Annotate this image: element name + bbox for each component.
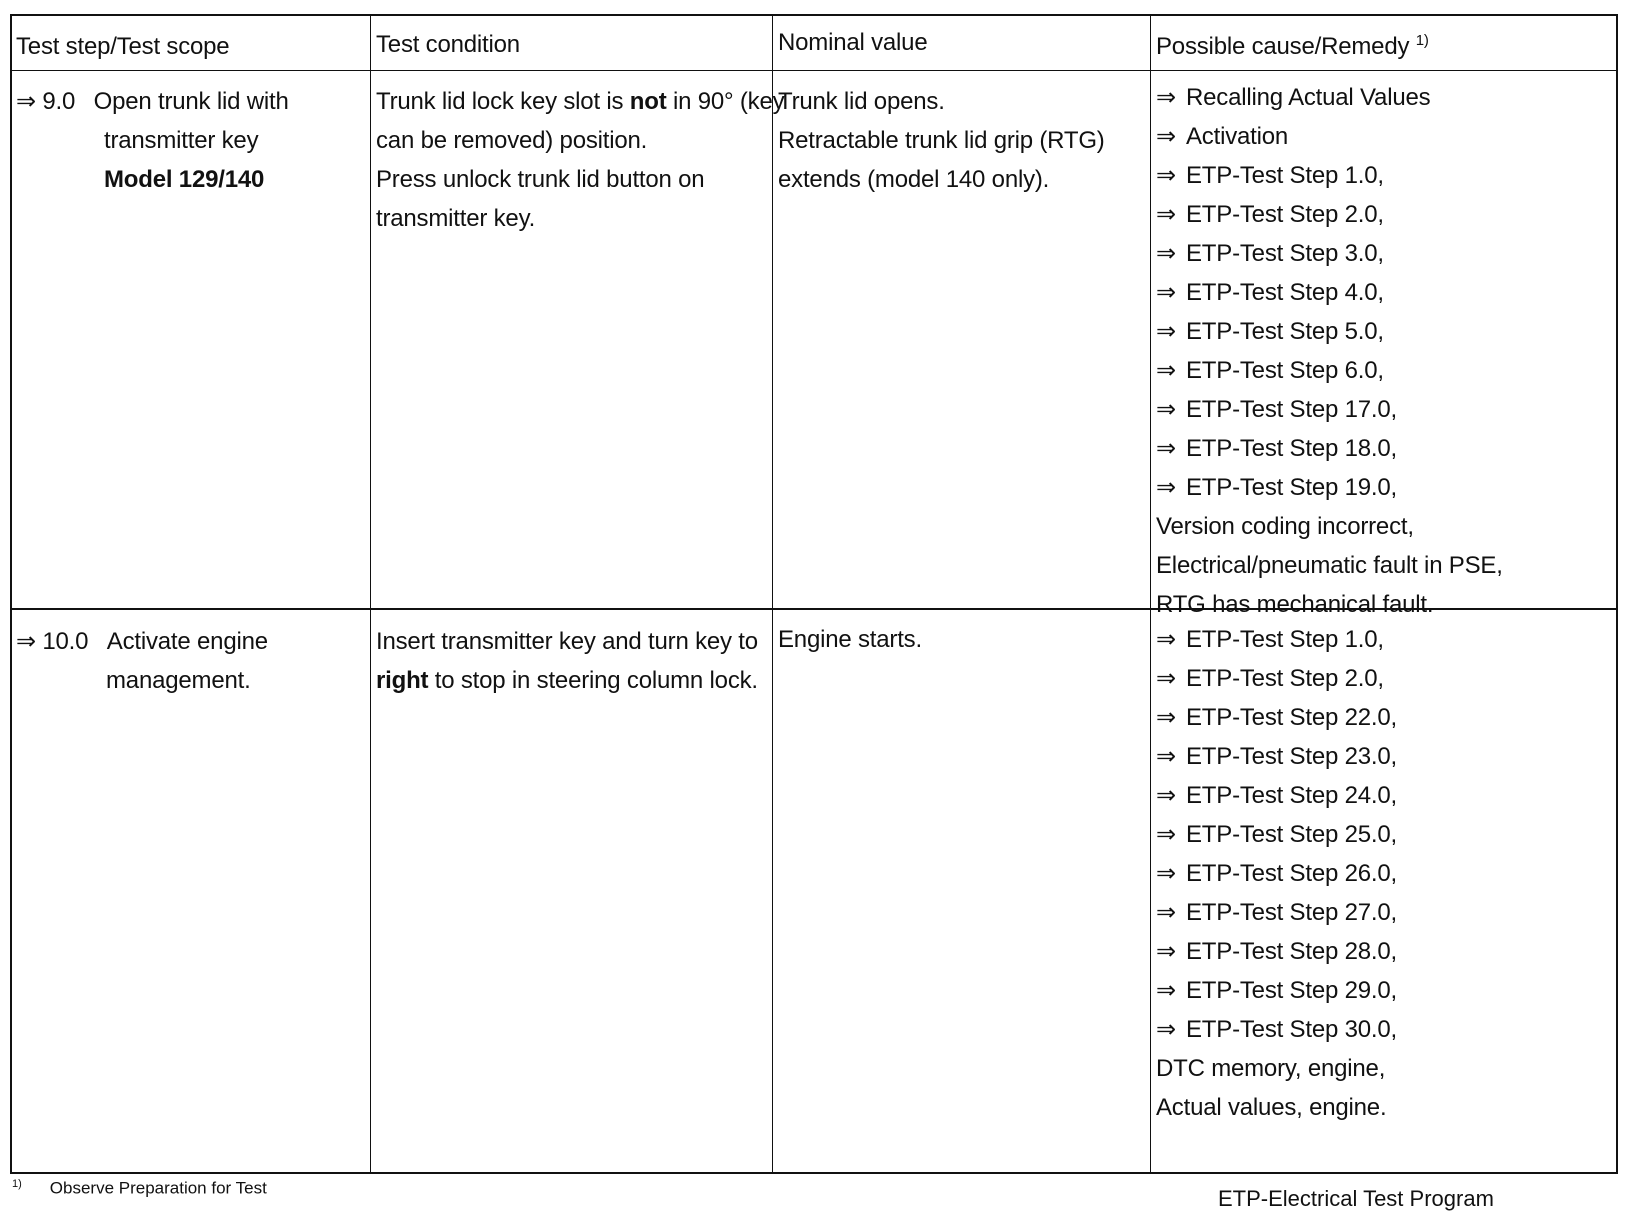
remedy-link[interactable] xyxy=(1156,971,1616,1010)
row-10-remedy xyxy=(1156,620,1616,1127)
condition-text: Trunk lid lock key slot is xyxy=(376,88,630,115)
condition-text: in 90° (key xyxy=(666,88,785,115)
scope-line: Open trunk lid with xyxy=(93,88,289,115)
remedy-link[interactable] xyxy=(1156,429,1616,468)
condition-line xyxy=(376,661,770,700)
link-arrow-icon: ⇒ xyxy=(1156,474,1176,501)
remedy-link-label: ETP-Test Step 1.0, xyxy=(1186,626,1384,653)
nominal-line: Trunk lid opens. xyxy=(778,88,945,115)
link-arrow-icon: ⇒ xyxy=(1156,977,1176,1004)
remedy-text: Version coding incorrect, xyxy=(1156,513,1414,540)
header-nominal-value: Nominal value xyxy=(778,29,928,56)
row-9-nominal xyxy=(778,82,1148,199)
condition-text: transmitter key. xyxy=(376,205,536,232)
link-arrow-icon: ⇒ xyxy=(1156,704,1176,731)
remedy-text: Electrical/pneumatic fault in PSE, xyxy=(1156,552,1503,579)
link-arrow-icon: ⇒ xyxy=(1156,626,1176,653)
link-arrow-icon: ⇒ xyxy=(1156,357,1176,384)
link-arrow-icon: ⇒ xyxy=(1156,318,1176,345)
condition-text: Press unlock trunk lid button on xyxy=(376,166,705,193)
remedy-text: Actual values, engine. xyxy=(1156,1094,1387,1121)
remedy-link[interactable] xyxy=(1156,117,1616,156)
remedy-link[interactable] xyxy=(1156,234,1616,273)
remedy-link[interactable] xyxy=(1156,351,1616,390)
remedy-link[interactable] xyxy=(1156,390,1616,429)
condition-text: can be removed) position. xyxy=(376,127,648,154)
footer-legend: ETP-Electrical Test Program xyxy=(1218,1186,1494,1211)
row-9-scope xyxy=(16,82,366,199)
header-test-condition: Test condition xyxy=(376,31,520,58)
remedy-link-label: ETP-Test Step 29.0, xyxy=(1186,977,1397,1004)
link-arrow-icon: ⇒ xyxy=(1156,123,1176,150)
row-10-condition xyxy=(376,622,770,700)
remedy-link-label: ETP-Test Step 18.0, xyxy=(1186,435,1397,462)
remedy-link-label: ETP-Test Step 4.0, xyxy=(1186,279,1384,306)
footnote-text: Observe Preparation for Test xyxy=(49,1178,267,1198)
condition-text: Insert transmitter key and turn key to xyxy=(376,628,758,655)
link-arrow-icon: ⇒ xyxy=(1156,743,1176,770)
remedy-link[interactable] xyxy=(1156,815,1616,854)
remedy-link[interactable] xyxy=(1156,620,1616,659)
link-arrow-icon: ⇒ xyxy=(16,88,36,115)
link-arrow-icon: ⇒ xyxy=(1156,899,1176,926)
link-arrow-icon: ⇒ xyxy=(1156,201,1176,228)
link-arrow-icon: ⇒ xyxy=(16,628,36,655)
condition-line xyxy=(376,160,770,199)
scope-line: management. xyxy=(106,667,251,694)
remedy-link-label: ETP-Test Step 1.0, xyxy=(1186,162,1384,189)
header-possible-cause xyxy=(1156,26,1429,62)
header-possible-cause-label: Possible cause/Remedy xyxy=(1156,33,1410,60)
remedy-link[interactable] xyxy=(1156,1010,1616,1049)
remedy-link-label: ETP-Test Step 23.0, xyxy=(1186,743,1397,770)
remedy-link[interactable] xyxy=(1156,195,1616,234)
remedy-link[interactable] xyxy=(1156,737,1616,776)
remedy-link-label: ETP-Test Step 28.0, xyxy=(1186,938,1397,965)
nominal-line: extends (model 140 only). xyxy=(778,166,1050,193)
remedy-link[interactable] xyxy=(1156,156,1616,195)
link-arrow-icon: ⇒ xyxy=(1156,396,1176,423)
header-divider xyxy=(12,70,1616,71)
remedy-text: RTG has mechanical fault. xyxy=(1156,591,1434,618)
footnote-reference: 1) xyxy=(1415,32,1429,49)
remedy-link-label: ETP-Test Step 22.0, xyxy=(1186,704,1397,731)
column-divider xyxy=(370,16,371,1172)
remedy-link-label: ETP-Test Step 30.0, xyxy=(1186,1016,1397,1043)
link-arrow-icon: ⇒ xyxy=(1156,435,1176,462)
remedy-text: DTC memory, engine, xyxy=(1156,1055,1386,1082)
link-arrow-icon: ⇒ xyxy=(1156,860,1176,887)
link-arrow-icon: ⇒ xyxy=(1156,782,1176,809)
condition-text: to stop in steering column lock. xyxy=(428,667,758,694)
step-number: 10.0 xyxy=(42,628,89,655)
column-divider xyxy=(772,16,773,1172)
condition-line xyxy=(376,622,770,661)
remedy-link-label: Activation xyxy=(1186,123,1289,150)
remedy-link[interactable] xyxy=(1156,776,1616,815)
link-arrow-icon: ⇒ xyxy=(1156,162,1176,189)
remedy-link-label: ETP-Test Step 19.0, xyxy=(1186,474,1397,501)
row-9-remedy xyxy=(1156,78,1616,624)
link-arrow-icon: ⇒ xyxy=(1156,240,1176,267)
remedy-link-label: ETP-Test Step 2.0, xyxy=(1186,665,1384,692)
remedy-link-label: ETP-Test Step 5.0, xyxy=(1186,318,1384,345)
remedy-link[interactable] xyxy=(1156,312,1616,351)
footnote-marker: 1) xyxy=(12,1178,22,1190)
remedy-link[interactable] xyxy=(1156,273,1616,312)
link-arrow-icon: ⇒ xyxy=(1156,665,1176,692)
nominal-line: Retractable trunk lid grip (RTG) xyxy=(778,127,1105,154)
scope-line: transmitter key xyxy=(104,127,259,154)
remedy-link[interactable] xyxy=(1156,932,1616,971)
remedy-link-label: ETP-Test Step 26.0, xyxy=(1186,860,1397,887)
link-arrow-icon: ⇒ xyxy=(1156,821,1176,848)
remedy-link-label: ETP-Test Step 27.0, xyxy=(1186,899,1397,926)
condition-emphasis: not xyxy=(629,88,667,115)
condition-line xyxy=(376,82,785,121)
remedy-link-label: ETP-Test Step 6.0, xyxy=(1186,357,1384,384)
remedy-link-label: ETP-Test Step 24.0, xyxy=(1186,782,1397,809)
link-arrow-icon: ⇒ xyxy=(1156,1016,1176,1043)
scope-line: Activate engine xyxy=(106,628,268,655)
condition-line xyxy=(376,199,770,238)
remedy-link[interactable] xyxy=(1156,893,1616,932)
row-9-condition xyxy=(376,82,785,238)
link-arrow-icon: ⇒ xyxy=(1156,279,1176,306)
row-10-scope xyxy=(16,622,366,700)
remedy-link-label: ETP-Test Step 17.0, xyxy=(1186,396,1397,423)
remedy-link-label: ETP-Test Step 25.0, xyxy=(1186,821,1397,848)
remedy-link[interactable] xyxy=(1156,468,1616,507)
condition-line xyxy=(376,121,770,160)
remedy-link[interactable] xyxy=(1156,659,1616,698)
link-arrow-icon: ⇒ xyxy=(1156,84,1176,111)
footnote xyxy=(12,1178,267,1199)
nominal-line: Engine starts. xyxy=(778,626,922,653)
row-10-nominal xyxy=(778,620,1148,659)
remedy-link-label: ETP-Test Step 3.0, xyxy=(1186,240,1384,267)
remedy-link[interactable] xyxy=(1156,854,1616,893)
step-number: 9.0 xyxy=(42,88,76,115)
diagnostic-table xyxy=(10,14,1618,1174)
remedy-link-label: ETP-Test Step 2.0, xyxy=(1186,201,1384,228)
remedy-link[interactable] xyxy=(1156,78,1616,117)
column-divider xyxy=(1150,16,1151,1172)
header-test-step: Test step/Test scope xyxy=(16,33,230,60)
condition-emphasis: right xyxy=(376,667,429,694)
remedy-link[interactable] xyxy=(1156,698,1616,737)
link-arrow-icon: ⇒ xyxy=(1156,938,1176,965)
scope-model: Model 129/140 xyxy=(104,166,265,193)
remedy-link-label: Recalling Actual Values xyxy=(1186,84,1431,111)
